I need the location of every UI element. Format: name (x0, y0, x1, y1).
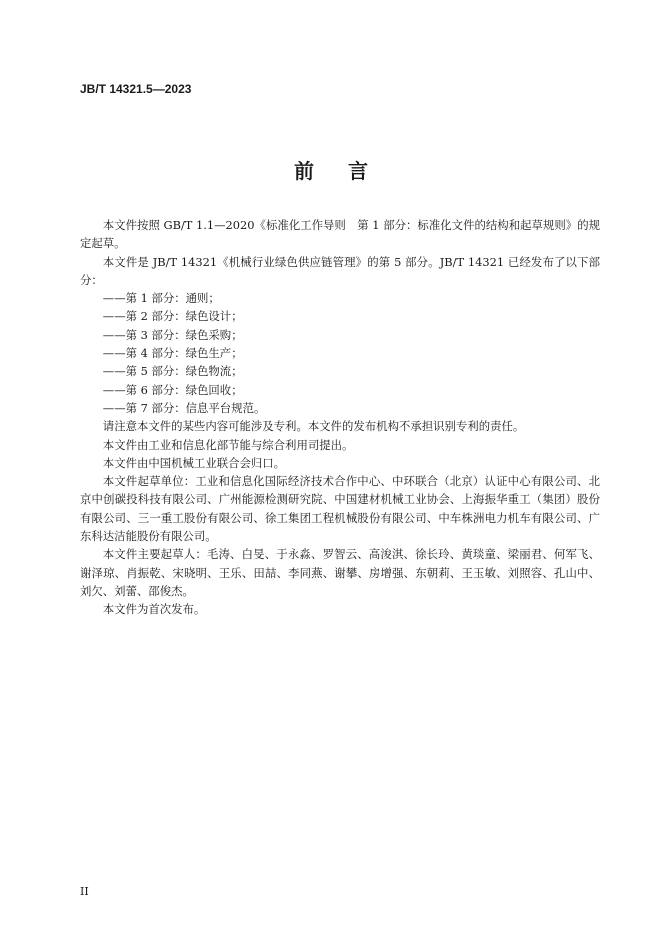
list-item: ——第 5 部分：绿色物流； (102, 364, 243, 379)
page-number: II (80, 885, 89, 898)
list-item: ——第 2 部分：绿色设计； (102, 309, 243, 324)
standard-code: JB/T 14321.5—2023 (80, 82, 192, 96)
paragraph-first-release: 本文件为首次发布。 (102, 602, 206, 617)
foreword-body (80, 216, 600, 619)
paragraph-centralized-by: 本文件由中国机械工业联合会归口。 (102, 455, 286, 470)
page-title: 前言 (294, 159, 402, 183)
list-item: ——第 4 部分：绿色生产； (102, 346, 243, 361)
list-item: ——第 3 部分：绿色采购； (102, 327, 243, 342)
paragraph-drafters: 本文件主要起草人：毛涛、白旻、于永淼、罗智云、高浚淇、徐长玲、黄琰童、梁丽君、何军飞、谢泽琼、肖振乾、宋晓明、王乐、田喆、李同燕、谢攀、房增强、东朝莉、王玉敏、刘照容、孔山中、刘欠、刘蕾、邵俊杰。 (80, 547, 600, 598)
paragraph-drafting-organizations: 本文件起草单位：工业和信息化国际经济技术合作中心、中环联合（北京）认证中心有限公司、北京中创碳投科技有限公司、广州能源检测研究院、中国建材机械工业协会、上海振华重工（集团）股份有限公司、三一重工股份有限公司、徐工集团工程机械股份有限公司、中车株洲电力机车有限公司、广东科达洁能股份有限公司。 (80, 474, 600, 544)
list-item: ——第 7 部分：信息平台规范。 (102, 400, 266, 415)
paragraph-series-intro: 本文件是 JB/T 14321《机械行业绿色供应链管理》的第 5 部分。JB/T 14321 已经发布了以下部分： (80, 254, 600, 287)
paragraph-patent-notice: 请注意本文件的某些内容可能涉及专利。本文件的发布机构不承担识别专利的责任。 (102, 419, 525, 434)
paragraph-drafting-rules: 本文件按照 GB/T 1.1—2020《标准化工作导则 第 1 部分：标准化文件的结构和起草规则》的规定起草。 (80, 218, 600, 251)
paragraph-proposed-by: 本文件由工业和信息化部节能与综合利用司提出。 (102, 437, 354, 452)
list-item: ——第 1 部分：通则； (102, 291, 220, 306)
list-item: ——第 6 部分：绿色回收； (102, 382, 243, 397)
